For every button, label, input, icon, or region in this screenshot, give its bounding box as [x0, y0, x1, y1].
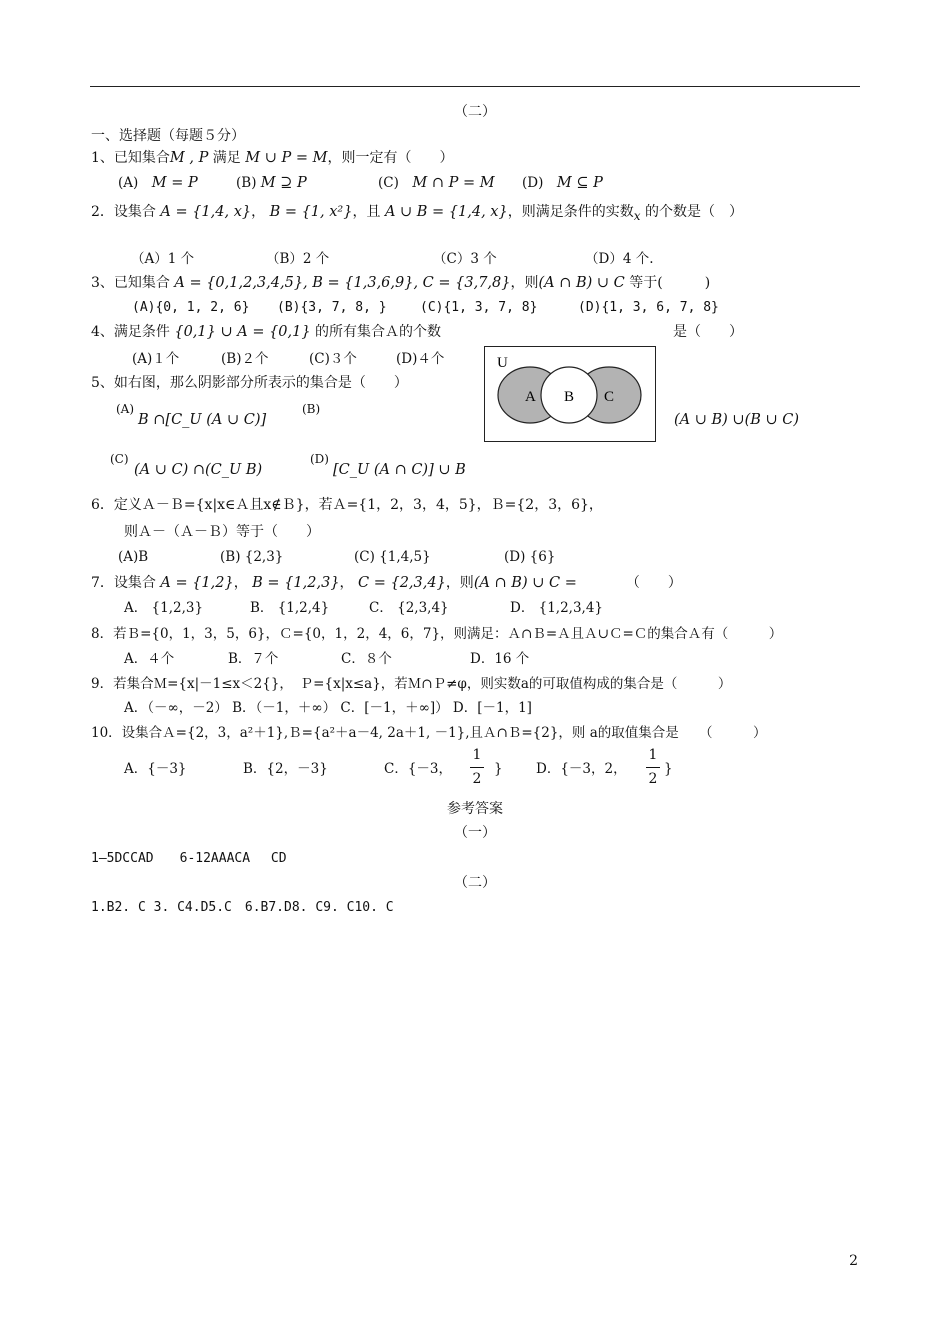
- q1-option-a: (A) M = P: [118, 175, 198, 191]
- q2-option-b: （B）2 个: [266, 251, 330, 267]
- question-9: 9．若集合Ｍ={x|－1≤x＜2{}， Ｐ={x|x≤a}，若Ｍ∩Ｐ≠φ，则实数a的可取值构成的集合是（ ）: [91, 676, 732, 692]
- question-1: 1、已知集合M , P 满足 M ∪ P = M，则一定有（ ）: [91, 150, 454, 166]
- q1-option-d: (D) M ⊆ P: [522, 175, 603, 191]
- q5-option-c: (A ∪ C) ∩(C_U B): [134, 462, 263, 478]
- q6-option-a: (A)B: [118, 549, 149, 565]
- venn-diagram-svg: [485, 347, 654, 440]
- q10-option-c-fraction-bar: [470, 767, 484, 768]
- q4-option-c: (C)３个: [309, 351, 357, 367]
- venn-diagram: [484, 346, 656, 442]
- q6-option-b: (B) {2,3}: [220, 549, 284, 565]
- q5-option-d: [C_U (A ∩ C)] ∪ B: [333, 462, 466, 478]
- answers-line-2: 1.B2. C 3. C4.D5.C 6.B7.D8. C9. C10. C: [91, 900, 394, 915]
- venn-label-b: B: [564, 389, 575, 405]
- q5-option-b: (A ∪ B) ∪(B ∪ C): [674, 412, 799, 428]
- question-3: 3、已知集合 A = {0,1,2,3,4,5}, B = {1,3,6,9}, C = {3,7,8}，则(A ∩ B) ∪ C 等于( ): [91, 275, 711, 291]
- q10-option-c-close: }: [494, 761, 503, 777]
- q5-option-a-label: (A): [116, 402, 135, 416]
- q4-option-a: (A)１个: [132, 351, 180, 367]
- q2-option-d: （D）4 个.: [585, 251, 654, 267]
- q2-option-c: （C）3 个: [433, 251, 497, 267]
- part-heading: 一、选择题（每题５分）: [91, 128, 245, 144]
- q8-option-b: B．７个: [228, 651, 279, 667]
- q10-option-c-fraction-numerator: 1: [472, 747, 482, 763]
- question-10: 10．设集合Ａ={2，3，a²＋1},Ｂ={a²＋a－4, 2a＋1, －1},且Ａ∩Ｂ={2}，则 a的取值集合是 （ ）: [91, 725, 767, 741]
- q1-option-c: (C) M ∩ P = M: [378, 175, 495, 191]
- q1-option-b: (B) M ⊇ P: [236, 175, 307, 191]
- question-4-answer-blank: 是（ ）: [673, 324, 743, 340]
- q4-option-d: (D)４个: [396, 351, 445, 367]
- q3-option-a: (A){0, 1, 2, 6}: [132, 300, 250, 315]
- q9-options: A．（－∞，－2） B．（－1，＋∞） C．[－1，＋∞]） D．[－1，1]: [124, 700, 532, 716]
- q10-option-d-fraction-bar: [646, 767, 660, 768]
- section-title: （二）: [454, 104, 496, 120]
- q10-option-a: A．{－3}: [124, 761, 187, 777]
- q3-option-b: (B){3, 7, 8, }: [277, 300, 387, 315]
- q8-option-c: C．８个: [341, 651, 392, 667]
- q2-option-a: （A）1 个: [131, 251, 195, 267]
- q3-option-d: (D){1, 3, 6, 7, 8}: [578, 300, 719, 315]
- q7-option-b: B． {1,2,4}: [250, 600, 330, 616]
- q10-option-d: D．{－3，2，: [536, 761, 627, 777]
- q10-option-c: C．{－3，: [384, 761, 453, 777]
- q6-option-d: (D) {6}: [504, 549, 556, 565]
- q10-option-c-fraction-denominator: 2: [472, 771, 482, 787]
- q10-option-b: B．{2，－3}: [243, 761, 328, 777]
- q5-option-c-label: (C): [110, 452, 129, 466]
- question-2: 2．设集合 A = {1,4, x}， B = {1, x²}，且 A ∪ B = {1,4, x}，则满足条件的实数x 的个数是（ ）: [91, 204, 743, 223]
- answers-line-1: 1—5DCCAD 6-12AAACA CD: [91, 851, 287, 866]
- q6-option-c: (C) {1,4,5}: [354, 549, 431, 565]
- q10-option-d-fraction-denominator: 2: [648, 771, 658, 787]
- question-6: 6．定义Ａ－Ｂ={x|x∈Ａ且x∉Ｂ}，若Ａ={1，2，3，4，5}，Ｂ={2，3，6}，: [91, 497, 603, 513]
- question-6-line-2: 则Ａ－（Ａ－Ｂ）等于（ ）: [124, 524, 320, 540]
- question-4: 4、满足条件 {0,1} ∪ A = {0,1} 的所有集合Ａ的个数: [91, 324, 442, 340]
- question-7: 7．设集合 A = {1,2}， B = {1,2,3}， C = {2,3,4}，则(A ∩ B) ∪ C = （ ）: [91, 575, 682, 591]
- question-8: 8．若Ｂ={0，1，3，5，6}，Ｃ={0，1，2，4，6，7}，则满足：Ａ∩Ｂ=Ａ且Ａ∪Ｃ=Ｃ的集合Ａ有（ ）: [91, 626, 783, 642]
- q5-option-d-label: (D): [310, 452, 329, 466]
- page-number: 2: [849, 1253, 858, 1269]
- header-rule: [90, 86, 860, 87]
- answers-subsection-2: （二）: [454, 875, 496, 891]
- answers-subsection-1: （一）: [454, 825, 496, 841]
- q3-option-c: (C){1, 3, 7, 8}: [420, 300, 538, 315]
- q8-option-d: D．16 个: [470, 651, 530, 667]
- question-5: 5、如右图，那么阴影部分所表示的集合是（ ）: [91, 375, 408, 391]
- q10-option-d-fraction-numerator: 1: [648, 747, 658, 763]
- q7-option-a: A． {1,2,3}: [124, 600, 204, 616]
- venn-label-u: U: [497, 355, 508, 371]
- q7-option-d: D． {1,2,3,4}: [510, 600, 604, 616]
- q4-option-b: (B)２个: [221, 351, 269, 367]
- answers-title: 参考答案: [447, 801, 503, 817]
- q7-option-c: C． {2,3,4}: [369, 600, 449, 616]
- q5-option-a: B ∩[C_U (A ∪ C)]: [138, 412, 267, 428]
- q8-option-a: A．４个: [124, 651, 175, 667]
- venn-label-c: C: [604, 389, 615, 405]
- q5-option-b-label: (B): [302, 402, 321, 416]
- venn-label-a: A: [525, 389, 536, 405]
- q10-option-d-close: }: [664, 761, 673, 777]
